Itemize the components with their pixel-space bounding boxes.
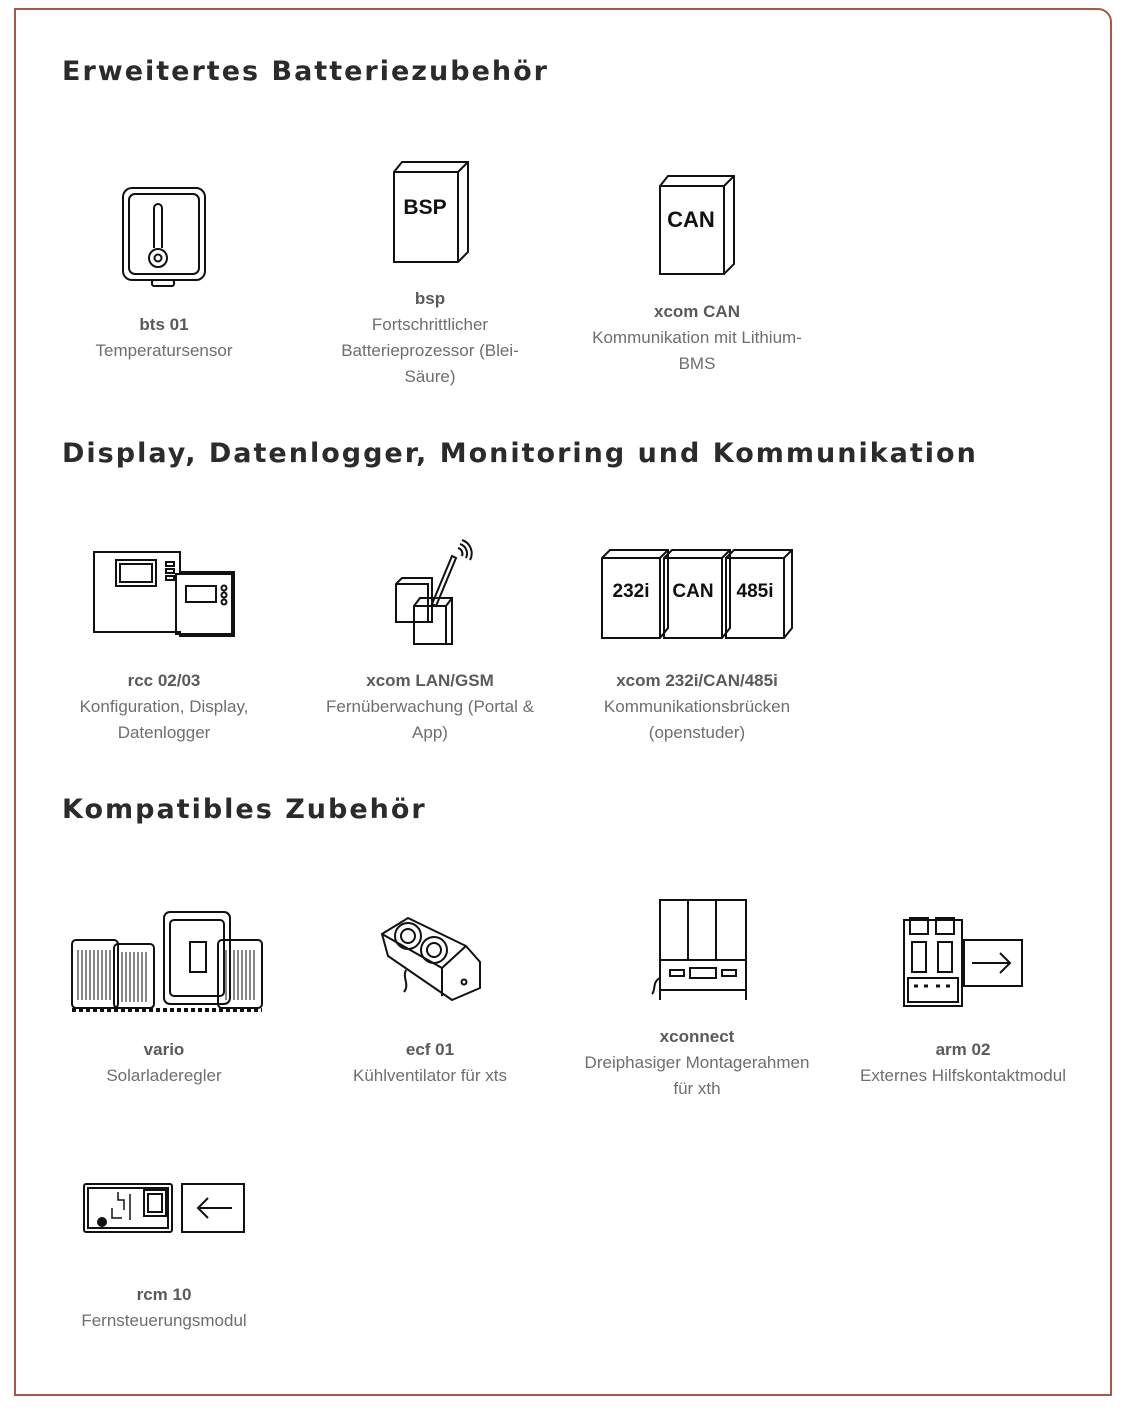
product-name: arm 02	[935, 1040, 991, 1059]
product-desc: Externes Hilfskontaktmodul	[860, 1066, 1066, 1085]
product-name: xcom LAN/GSM	[366, 671, 494, 690]
bridge-label-485i: 485i	[736, 581, 774, 602]
product-bts01	[46, 312, 282, 364]
antenna-module-icon	[392, 542, 472, 648]
product-name: vario	[143, 1040, 185, 1059]
product-xconnect	[579, 1024, 815, 1102]
section-title-battery: Erweitertes Batteriezubehör	[62, 56, 549, 87]
product-desc: Kommunikation mit Lithium-BMS	[592, 328, 802, 373]
bridge-label-can: CAN	[672, 581, 714, 602]
section-title-display: Display, Datenlogger, Monitoring und Kommunikation	[62, 438, 978, 469]
charge-controller-icon	[66, 910, 266, 1016]
product-arm02	[845, 1037, 1081, 1089]
bsp-box-label: BSP	[403, 196, 447, 219]
auxiliary-contact-icon	[902, 916, 1026, 1010]
product-desc: Dreiphasiger Montagerahmen für xth	[584, 1053, 810, 1098]
bsp-box-icon	[392, 160, 472, 266]
remote-control-icon	[92, 550, 238, 640]
product-xcom-lan-gsm	[312, 668, 548, 746]
product-desc: Fernsteuerungsmodul	[81, 1311, 247, 1330]
can-box-icon	[658, 174, 738, 278]
product-name: xconnect	[659, 1027, 735, 1046]
product-desc: Kühlventilator für xts	[352, 1066, 507, 1085]
product-name: xcom CAN	[654, 302, 740, 321]
product-bsp	[312, 286, 548, 390]
product-vario	[46, 1037, 282, 1089]
product-desc: Temperatursensor	[95, 341, 233, 360]
remote-module-icon	[82, 1180, 248, 1236]
bridge-modules-icon	[600, 548, 796, 640]
product-xcom-bridges	[579, 668, 815, 746]
mounting-frame-icon	[648, 898, 752, 1002]
bridge-label-232i: 232i	[612, 581, 650, 602]
thermometer-icon	[120, 186, 210, 290]
cooling-fan-icon	[378, 916, 484, 1006]
product-name: bsp	[414, 289, 446, 308]
product-desc: Fortschrittlicher Batterieprozessor (Blei-Säure)	[341, 315, 519, 386]
product-name: rcm 10	[136, 1285, 192, 1304]
product-desc: Kommunikationsbrücken (openstuder)	[603, 697, 791, 742]
product-name: ecf 01	[405, 1040, 455, 1059]
product-name: bts 01	[139, 315, 189, 334]
product-rcm10	[46, 1282, 282, 1334]
product-rcc	[46, 668, 282, 746]
product-name: rcc 02/03	[127, 671, 201, 690]
product-desc: Fernüberwachung (Portal & App)	[326, 697, 534, 742]
product-xcom-can	[579, 299, 815, 377]
product-ecf01	[312, 1037, 548, 1089]
can-box-label: CAN	[667, 207, 715, 232]
section-title-compatible: Kompatibles Zubehör	[62, 794, 427, 825]
product-name: xcom 232i/CAN/485i	[616, 671, 778, 690]
product-desc: Konfiguration, Display, Datenlogger	[79, 697, 249, 742]
product-desc: Solarladeregler	[106, 1066, 222, 1085]
